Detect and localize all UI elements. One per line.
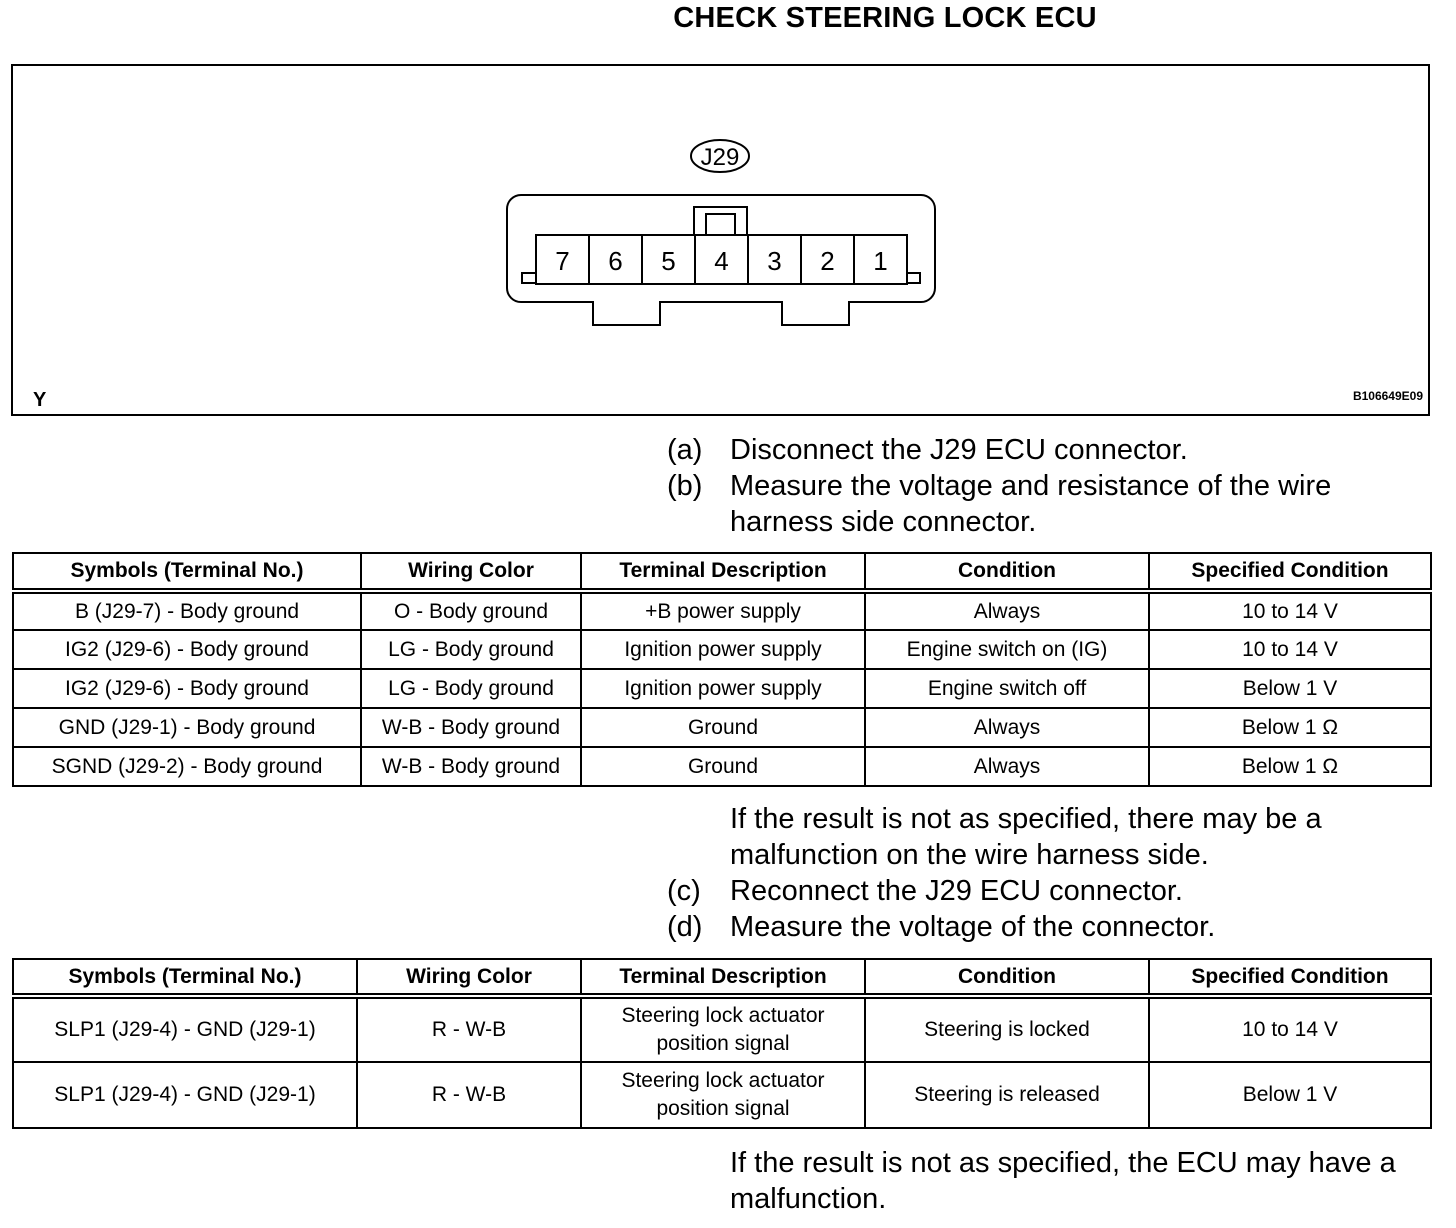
note-ecu-line2: malfunction. [730, 1183, 887, 1215]
page-title: CHECK STEERING LOCK ECU [673, 2, 1097, 34]
step-d [667, 909, 1215, 945]
table-row [13, 747, 1431, 786]
terminal-number: 6 [608, 246, 623, 276]
table-row [13, 591, 1431, 630]
table-cell: IG2 (J29-6) - Body ground [13, 630, 361, 669]
column-header: Wiring Color [361, 553, 581, 591]
table-cell: Steering is locked [865, 996, 1149, 1062]
terminal-number: 1 [873, 246, 888, 276]
table-row [13, 1062, 1431, 1128]
table-cell: LG - Body ground [361, 630, 581, 669]
table-row [13, 708, 1431, 747]
table-row [13, 630, 1431, 669]
figure-code: B106649E09 [1352, 389, 1423, 403]
lock-tab-inner [706, 214, 735, 235]
table-cell: Ground [581, 747, 865, 786]
step-text: Measure the voltage and resistance of the wire [730, 470, 1332, 502]
table-cell: SGND (J29-2) - Body ground [13, 747, 361, 786]
table-cell: W-B - Body ground [361, 747, 581, 786]
step-label: (b) [667, 470, 703, 502]
step-label: (c) [667, 875, 701, 907]
table-cell: Below 1 V [1149, 669, 1431, 708]
table-cell: GND (J29-1) - Body ground [13, 708, 361, 747]
table-cell: SLP1 (J29-4) - GND (J29-1) [13, 996, 357, 1062]
description-line: Steering lock actuator [621, 1069, 825, 1092]
step-b [667, 468, 1331, 504]
note-harness-line1: If the result is not as specified, there may be a [730, 803, 1322, 835]
step-label: (a) [667, 434, 703, 466]
step-text: Disconnect the J29 ECU connector. [730, 434, 1188, 466]
table-cell: 10 to 14 V [1149, 630, 1431, 669]
note-harness-line2: malfunction on the wire harness side. [730, 839, 1209, 871]
table-cell: R - W-B [357, 996, 581, 1062]
terminal-number: 7 [555, 246, 570, 276]
step-text: Reconnect the J29 ECU connector. [730, 875, 1183, 907]
column-header: Wiring Color [357, 959, 581, 996]
table-cell: Ground [581, 708, 865, 747]
connector-diagram [13, 66, 1428, 414]
table-cell: 10 to 14 V [1149, 996, 1431, 1062]
column-header: Specified Condition [1149, 553, 1431, 591]
column-header: Condition [865, 959, 1149, 996]
column-header: Symbols (Terminal No.) [13, 553, 361, 591]
table-cell: Ignition power supply [581, 630, 865, 669]
bottom-tab-right [782, 302, 849, 325]
table-connector-check [12, 958, 1432, 1129]
connector-figure [11, 64, 1430, 416]
table-header-row [13, 959, 1431, 996]
step-c [667, 873, 1183, 909]
left-ear [522, 273, 536, 283]
step-text: Measure the voltage of the connector. [730, 911, 1216, 943]
table-cell: Always [865, 708, 1149, 747]
column-header: Terminal Description [581, 959, 865, 996]
column-header: Specified Condition [1149, 959, 1431, 996]
table-cell: Engine switch off [865, 669, 1149, 708]
note-ecu-line1: If the result is not as specified, the ECU may have a [730, 1147, 1396, 1179]
table-row [13, 669, 1431, 708]
table-cell: Always [865, 747, 1149, 786]
table-row [13, 996, 1431, 1062]
column-header: Symbols (Terminal No.) [13, 959, 357, 996]
table-cell: +B power supply [581, 591, 865, 630]
table-cell: Below 1 Ω [1149, 747, 1431, 786]
description-line: position signal [656, 1097, 790, 1120]
table-cell: Ignition power supply [581, 669, 865, 708]
right-ear [906, 273, 920, 283]
table-cell: R - W-B [357, 1062, 581, 1128]
step-a [667, 432, 1188, 468]
figure-corner-letter: Y [33, 389, 47, 411]
table-cell: SLP1 (J29-4) - GND (J29-1) [13, 1062, 357, 1128]
connector-label: J29 [700, 144, 740, 171]
column-header: Terminal Description [581, 553, 865, 591]
table-cell: O - Body ground [361, 591, 581, 630]
table-cell: Steering is released [865, 1062, 1149, 1128]
description-line: position signal [656, 1032, 790, 1055]
terminal-number: 3 [767, 246, 782, 276]
table-cell: Below 1 V [1149, 1062, 1431, 1128]
table-cell: 10 to 14 V [1149, 591, 1431, 630]
terminal-number: 5 [661, 246, 676, 276]
step-label: (d) [667, 911, 703, 943]
table-cell: Below 1 Ω [1149, 708, 1431, 747]
table-harness-check [12, 552, 1432, 787]
description-line: Steering lock actuator [621, 1004, 825, 1027]
column-header: Condition [865, 553, 1149, 591]
bottom-tab-left [593, 302, 660, 325]
table-header-row [13, 553, 1431, 591]
terminal-number: 4 [714, 246, 729, 276]
table-cell: Always [865, 591, 1149, 630]
table-cell: LG - Body ground [361, 669, 581, 708]
table-cell [581, 1062, 865, 1128]
table-cell: Engine switch on (IG) [865, 630, 1149, 669]
step-b-continued: harness side connector. [730, 506, 1037, 538]
table-cell: B (J29-7) - Body ground [13, 591, 361, 630]
table-cell [581, 996, 865, 1062]
table-cell: IG2 (J29-6) - Body ground [13, 669, 361, 708]
table-cell: W-B - Body ground [361, 708, 581, 747]
terminal-number: 2 [820, 246, 835, 276]
terminal-cells [536, 235, 907, 284]
